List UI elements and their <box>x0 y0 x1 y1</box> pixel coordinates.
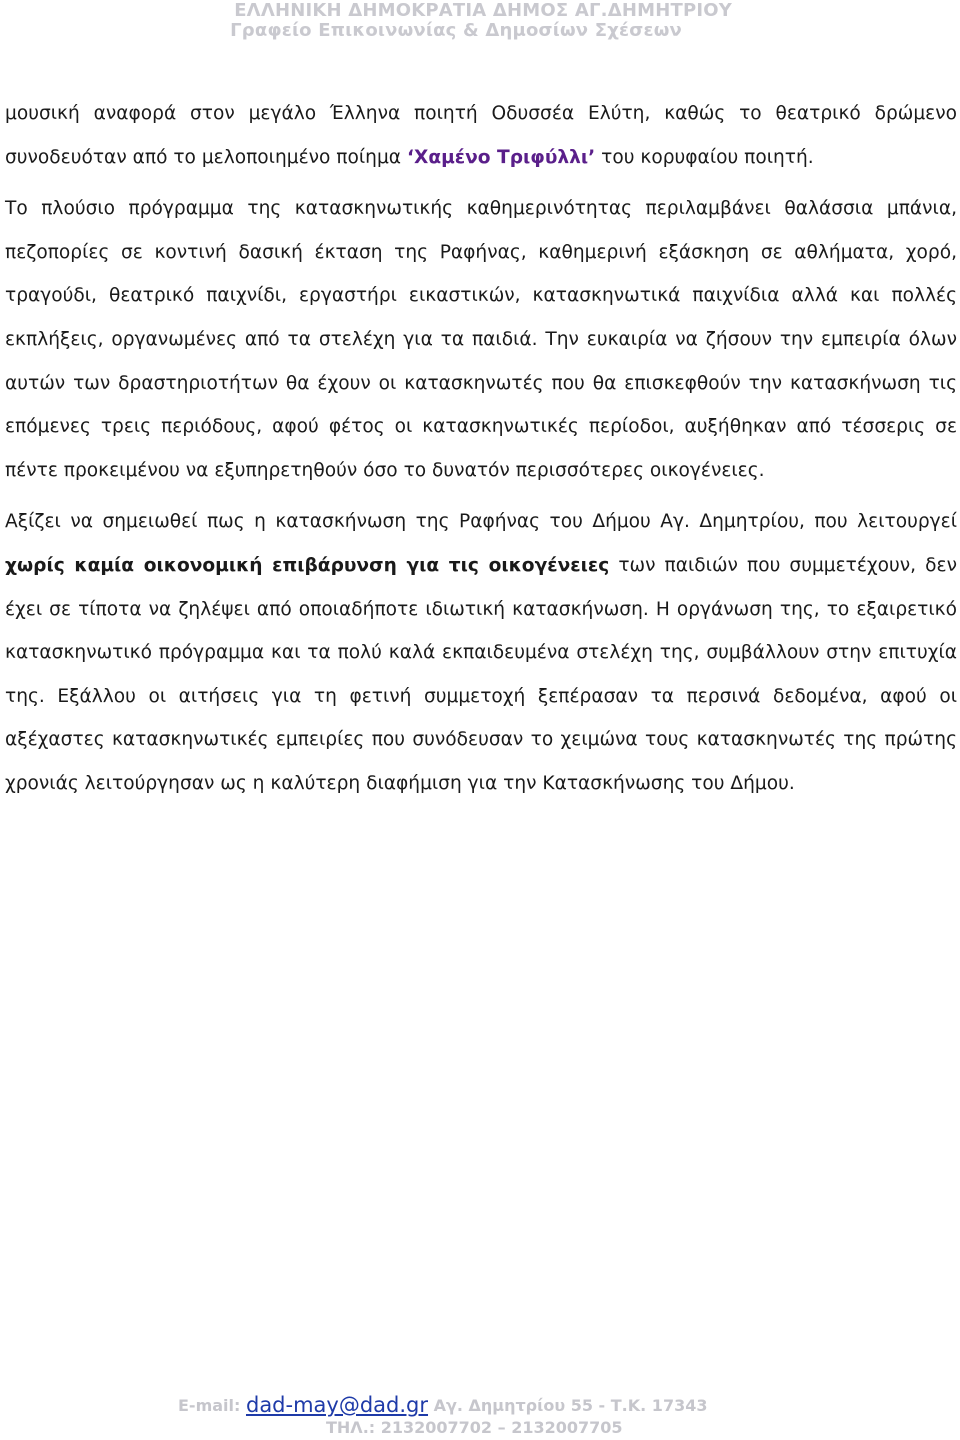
poem-title: ‘Χαμένο Τριφύλλι’ <box>406 146 596 168</box>
footer-address: Αγ. Δημητρίου 55 - Τ.Κ. 17343 <box>428 1396 708 1415</box>
email-label: E-mail: <box>178 1396 246 1415</box>
paragraph-1-text-b: του κορυφαίου ποιητή. <box>595 146 814 168</box>
press-release-body <box>5 92 957 806</box>
header-office: Γραφείο Επικοινωνίας & Δημοσίων Σχέσεων <box>230 20 682 41</box>
paragraph-1-text-a: μουσική αναφορά στον μεγάλο Έλληνα ποιητή Οδυσσέα Ελύτη, καθώς το θεατρικό δρώμενο συνοδευόταν από το μελοποιημένο ποίημα <box>5 103 957 168</box>
paragraph-3-text-b: των παιδιών που συμμετέχουν, δεν έχει σε τίποτα να ζηλέψει από οποιαδήποτε ιδιωτική κατασκήνωση. Η οργάνωση της, το εξαιρετικό κατασκηνωτικό πρόγραμμα και τα πολύ καλά εκπαιδευμένα στελέχη της, συμβάλλουν στην επιτυχία της. Εξάλλου οι αιτήσεις για τη φετινή συμμετοχή ξεπέρασαν τα περσινά δεδομένα, αφού οι αξέχαστες κατασκηνωτικές εμπειρίες που συνόδευσαν το χειμώνα τους κατασκηνωτές της πρώτης χρονιάς λειτούργησαν ως η καλύτερη διαφήμιση για την Κατασκήνωσης του Δήμου. <box>5 554 957 794</box>
footer-contact-line <box>178 1392 707 1416</box>
paragraph-1 <box>5 92 957 179</box>
letterhead-header <box>0 0 960 48</box>
header-municipality: ΕΛΛΗΝΙΚΗ ΔΗΜΟΚΡΑΤΙΑ ΔΗΜΟΣ ΑΓ.ΔΗΜΗΤΡΙΟΥ <box>234 0 732 21</box>
email-link[interactable]: dad-may@dad.gr <box>245 1393 429 1417</box>
no-cost-emphasis: χωρίς καμία οικονομική επιβάρυνση για τις οικογένειες <box>5 554 610 576</box>
letterhead-footer <box>0 1392 960 1440</box>
paragraph-2: Το πλούσιο πρόγραμμα της κατασκηνωτικής καθημερινότητας περιλαμβάνει θαλάσσια μπάνια, πεζοπορίες σε κοντινή δασική έκταση της Ραφήνας, καθημερινή εξάσκηση σε αθλήματα, χορό, τραγούδι, θεατρικό παιχνίδι, εργαστήρι εικαστικών, κατασκηνωτικά παιχνίδια αλλά και πολλές εκπλήξεις, οργανωμένες από τα στελέχη για τα παιδιά. Την ευκαιρία να ζήσουν την εμπειρία όλων αυτών των δραστηριοτήτων θα έχουν οι κατασκηνωτές που θα επισκεφθούν την κατασκήνωση τις επόμενες τρεις περιόδους, αφού φέτος οι κατασκηνωτικές περίοδοι, αυξήθηκαν από τέσσερις σε πέντε προκειμένου να εξυπηρετηθούν όσο το δυνατόν περισσότερες οικογένειες. <box>5 198 957 481</box>
paragraph-3 <box>5 500 957 805</box>
paragraph-3-text-a: Αξίζει να σημειωθεί πως η κατασκήνωση της Ραφήνας του Δήμου Αγ. Δημητρίου, που λειτουργεί <box>5 511 957 533</box>
footer-phone: ΤΗΛ.: 2132007702 – 2132007705 <box>326 1418 623 1437</box>
